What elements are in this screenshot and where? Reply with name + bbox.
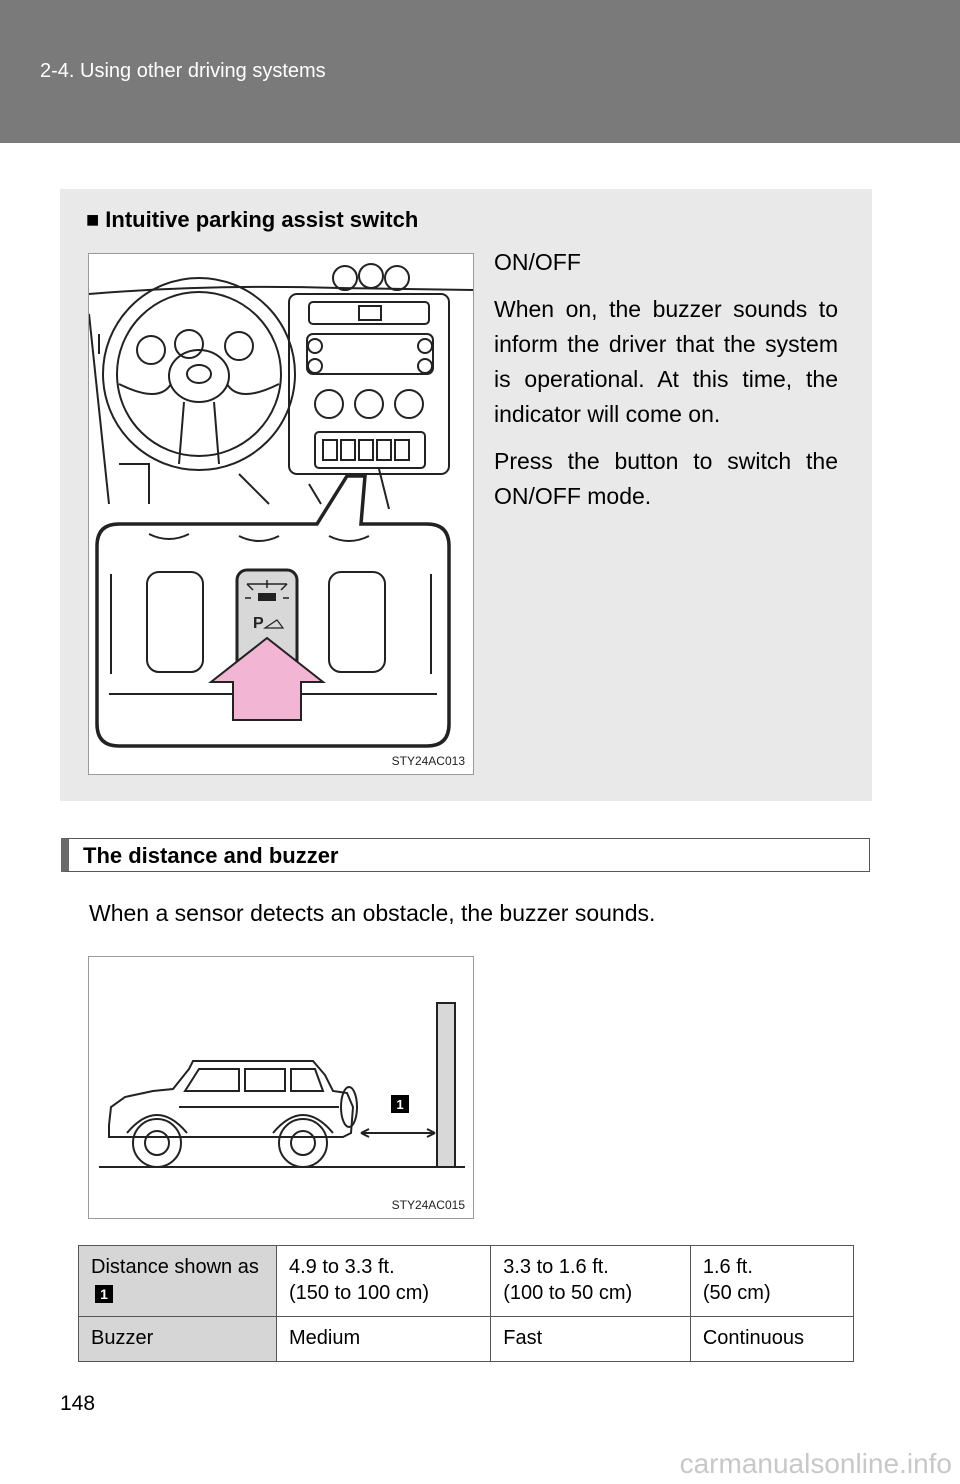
table-row xyxy=(79,1317,854,1362)
dashboard-illustration xyxy=(88,253,474,775)
switch-instruction: Press the button to switch the ON/OFF mode. xyxy=(494,448,838,509)
page-header xyxy=(0,0,960,143)
table-cell: 4.9 to 3.3 ft. (150 to 100 cm) xyxy=(277,1246,491,1317)
section-breadcrumb: 2-4. Using other driving systems xyxy=(40,60,326,82)
intro-text: When a sensor detects an obstacle, the buzzer sounds. xyxy=(89,900,656,926)
vehicle-distance-illustration xyxy=(88,956,474,1219)
table-row xyxy=(79,1246,854,1317)
distance-marker-label: 1 xyxy=(396,1097,404,1112)
figure-code: STY24AC015 xyxy=(391,1198,465,1212)
table-row-header: Distance shown as1 xyxy=(79,1246,277,1317)
vehicle-drawing xyxy=(89,957,473,1218)
panel-title xyxy=(86,207,418,233)
section-title: The distance and buzzer xyxy=(83,843,339,868)
table-cell: Fast xyxy=(491,1317,691,1362)
table-row-header: Buzzer xyxy=(79,1317,277,1362)
square-bullet-icon: ■ xyxy=(86,207,100,232)
table-cell: 3.3 to 1.6 ft. (100 to 50 cm) xyxy=(491,1246,691,1317)
page-number: 148 xyxy=(60,1392,96,1415)
distance-marker-badge: 1 xyxy=(95,1285,113,1303)
table-cell: Medium xyxy=(277,1317,491,1362)
section-heading xyxy=(61,838,870,872)
svg-text:P: P xyxy=(253,615,264,632)
panel-title-text: Intuitive parking assist switch xyxy=(105,207,419,232)
buzzer-description: When on, the buzzer sounds to inform the driver that the system is operational. At this time, the indicator will come on. xyxy=(494,296,838,427)
distance-buzzer-table xyxy=(78,1245,854,1362)
dashboard-drawing xyxy=(89,254,473,774)
watermark: carmanualsonline.info xyxy=(679,1448,952,1479)
figure-code: STY24AC013 xyxy=(391,754,465,768)
panel-description xyxy=(494,245,838,526)
onoff-label: ON/OFF xyxy=(494,249,581,275)
table-cell: 1.6 ft. (50 cm) xyxy=(690,1246,853,1317)
switch-info-panel xyxy=(60,189,872,801)
table-cell: Continuous xyxy=(690,1317,853,1362)
